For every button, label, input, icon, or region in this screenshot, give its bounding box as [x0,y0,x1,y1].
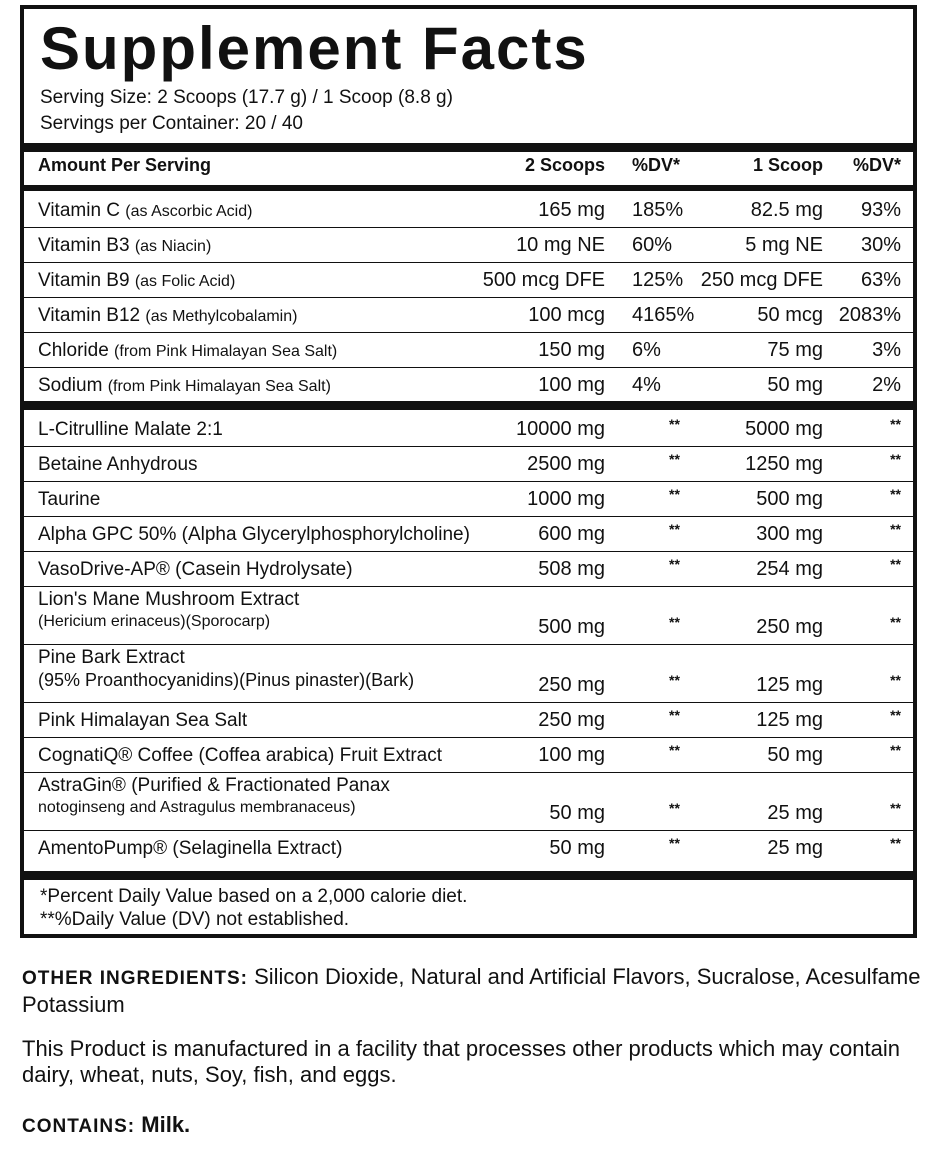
dv-2-scoops: ** [669,486,680,502]
table-row [24,262,913,298]
table-row [24,227,913,263]
table-row [24,411,913,447]
amount-1-scoop: 300 mg [756,523,823,545]
header-dv-2: %DV* [852,155,901,175]
amount-2-scoops: 250 mg [538,709,605,731]
dv-1-scoop: ** [890,556,901,572]
dv-2-scoops: ** [669,800,680,816]
dv-2-scoops: ** [669,672,680,688]
dv-1-scoop: ** [890,451,901,467]
ingredient-name [38,454,198,476]
table-row [24,772,913,831]
dv-2-scoops: ** [669,707,680,723]
dv-1-scoop: ** [890,672,901,688]
dv-1-scoop: 2083% [838,304,901,326]
amount-2-scoops: 50 mg [549,802,605,824]
amount-1-scoop: 125 mg [756,674,823,696]
nutrient-name [38,235,211,258]
table-row [24,297,913,333]
table-row [24,446,913,482]
amount-1-scoop: 75 mg [767,339,823,361]
dv-2-scoops: 6% [632,339,661,361]
ingredient-name-line2: (95% Proanthocyanidins)(Pinus pinaster)(Bark) [38,670,415,690]
ingredient-name-line1: VasoDrive-AP® (Casein Hydrolysate) [38,559,353,580]
amount-1-scoop: 254 mg [756,558,823,580]
servings-per-container: Servings per Container: 20 / 40 [40,113,303,134]
nutrient-name [38,305,297,328]
table-row [24,192,913,228]
table-header [24,151,913,181]
ingredient-name-line1: Alpha GPC 50% (Alpha Glycerylphosphorylcholine) [38,524,470,545]
ingredient-name-line2: notoginseng and Astragulus membranaceus) [38,799,356,816]
panel-title: Supplement Facts [40,15,589,82]
dv-2-scoops: 4165% [632,304,695,326]
amount-1-scoop: 82.5 mg [750,199,823,221]
dv-1-scoop: 2% [872,374,901,396]
header-amount: Amount Per Serving [38,155,212,175]
ingredient-name-line1: AstraGin® (Purified & Fractionated Panax [38,775,390,796]
dv-1-scoop: ** [890,416,901,432]
amount-1-scoop: 5 mg NE [745,234,823,256]
thick-divider-header [24,185,913,191]
amount-1-scoop: 250 mcg DFE [700,269,823,291]
amount-1-scoop: 50 mg [767,744,823,766]
header-dv-1: %DV* [632,155,681,175]
ingredient-name-line1: Lion's Mane Mushroom Extract [38,589,300,610]
nutrient-name-source: (from Pink Himalayan Sea Salt) [107,378,331,395]
ingredient-name [38,647,414,691]
ingredient-name-line1: AmentoPump® (Selaginella Extract) [38,838,343,859]
ingredient-name-line1: L-Citrulline Malate 2:1 [38,419,223,440]
dv-2-scoops: ** [669,521,680,537]
dv-1-scoop: ** [890,742,901,758]
dv-2-scoops: ** [669,742,680,758]
serving-size: Serving Size: 2 Scoops (17.7 g) / 1 Scoop (8.8 g) [40,87,453,108]
ingredient-name-line1: Taurine [38,489,101,510]
ingredient-name-line1: Betaine Anhydrous [38,454,198,475]
table-row [24,367,913,402]
nutrient-name [38,340,337,363]
amount-1-scoop: 5000 mg [745,418,823,440]
ingredient-name [38,710,247,732]
footnote-dv: *Percent Daily Value based on a 2,000 calorie diet. [40,886,468,907]
contains-label: CONTAINS: [22,1116,136,1137]
header-2-scoops: 2 Scoops [524,155,605,175]
amount-1-scoop: 50 mcg [757,304,823,326]
contains-statement [22,1112,932,1140]
table-row [24,516,913,552]
contains-value: Milk. [141,1112,191,1137]
nutrient-name-source: (from Pink Himalayan Sea Salt) [114,343,338,360]
nutrient-name-main: Vitamin B9 [38,270,135,291]
dv-2-scoops: 4% [632,374,661,396]
amount-2-scoops: 508 mg [538,558,605,580]
dv-1-scoop: ** [890,614,901,630]
nutrient-name-main: Chloride [38,340,115,361]
amount-2-scoops: 1000 mg [527,488,605,510]
ingredient-name [38,419,223,441]
dv-1-scoop: ** [890,521,901,537]
dv-1-scoop: ** [890,707,901,723]
ingredient-name-line1: Pine Bark Extract [38,647,185,668]
amount-2-scoops: 2500 mg [527,453,605,475]
amount-1-scoop: 500 mg [756,488,823,510]
dv-2-scoops: ** [669,835,680,851]
dv-2-scoops: 185% [632,199,684,221]
other-ingredients [22,964,932,1018]
nutrient-name-source: (as Folic Acid) [134,273,236,290]
dv-1-scoop: 63% [860,269,901,291]
facility-statement: This Product is manufactured in a facility that processes other products which may contain dairy, wheat, nuts, Soy, fish, and eggs. [22,1036,900,1087]
amount-1-scoop: 250 mg [756,616,823,638]
ingredient-name-line1: Pink Himalayan Sea Salt [38,710,248,731]
nutrient-name-main: Vitamin C [38,200,126,221]
amount-2-scoops: 100 mg [538,744,605,766]
table-row [24,737,913,773]
dv-1-scoop: 30% [860,234,901,256]
table-row [24,551,913,587]
amount-2-scoops: 165 mg [538,199,605,221]
amount-1-scoop: 25 mg [767,837,823,859]
dv-2-scoops: ** [669,614,680,630]
table-row [24,332,913,368]
footnote-not-established: **%Daily Value (DV) not established. [40,909,350,930]
ingredient-name [38,524,470,546]
amount-2-scoops: 50 mg [549,837,605,859]
dv-1-scoop: ** [890,800,901,816]
nutrient-name-main: Vitamin B3 [38,235,135,256]
amount-2-scoops: 150 mg [538,339,605,361]
ingredient-name [38,775,390,819]
nutrient-name-source: (as Niacin) [134,238,212,255]
amount-2-scoops: 500 mg [538,616,605,638]
table-row [24,830,913,865]
amount-2-scoops: 100 mcg [528,304,605,326]
amount-2-scoops: 600 mg [538,523,605,545]
dv-2-scoops: ** [669,416,680,432]
dv-1-scoop: 3% [872,339,901,361]
dv-2-scoops: 60% [632,234,673,256]
nutrient-name [38,270,235,293]
nutrient-name-source: (as Ascorbic Acid) [125,203,253,220]
ingredient-name [38,559,353,581]
header-1-scoop: 1 Scoop [752,155,823,175]
amount-1-scoop: 125 mg [756,709,823,731]
dv-2-scoops: 125% [632,269,684,291]
thick-divider-middle [24,401,913,410]
amount-1-scoop: 25 mg [767,802,823,824]
dv-2-scoops: ** [669,451,680,467]
table-row [24,702,913,738]
dv-2-scoops: ** [669,556,680,572]
ingredient-name [38,589,299,633]
ingredient-name-line2: (Hericium erinaceus)(Sporocarp) [38,613,271,630]
thick-divider-bottom [24,871,913,880]
amount-2-scoops: 10000 mg [516,418,605,440]
nutrient-name [38,375,331,398]
table-row [24,586,913,645]
ingredient-name-line1: CognatiQ® Coffee (Coffea arabica) Fruit Extract [38,745,443,766]
amount-1-scoop: 50 mg [767,374,823,396]
amount-2-scoops: 100 mg [538,374,605,396]
supplement-facts-panel [20,5,917,938]
amount-2-scoops: 250 mg [538,674,605,696]
dv-1-scoop: 93% [860,199,901,221]
ingredient-name [38,489,100,511]
dv-1-scoop: ** [890,835,901,851]
table-row [24,644,913,703]
nutrient-name-source: (as Methylcobalamin) [145,308,298,325]
nutrient-name-main: Sodium [38,375,108,396]
amount-2-scoops: 500 mcg DFE [482,269,605,291]
dv-1-scoop: ** [890,486,901,502]
nutrient-name-main: Vitamin B12 [38,305,146,326]
table-row [24,481,913,517]
ingredient-name [38,838,342,860]
other-ingredients-label: OTHER INGREDIENTS: [22,968,248,989]
ingredient-name [38,745,442,767]
other-ingredients-text: Silicon Dioxide, Natural and Artificial Flavors, Sucralose, Acesulfame Potassium [22,964,921,1017]
amount-2-scoops: 10 mg NE [516,234,605,256]
amount-1-scoop: 1250 mg [745,453,823,475]
nutrient-name [38,200,252,223]
